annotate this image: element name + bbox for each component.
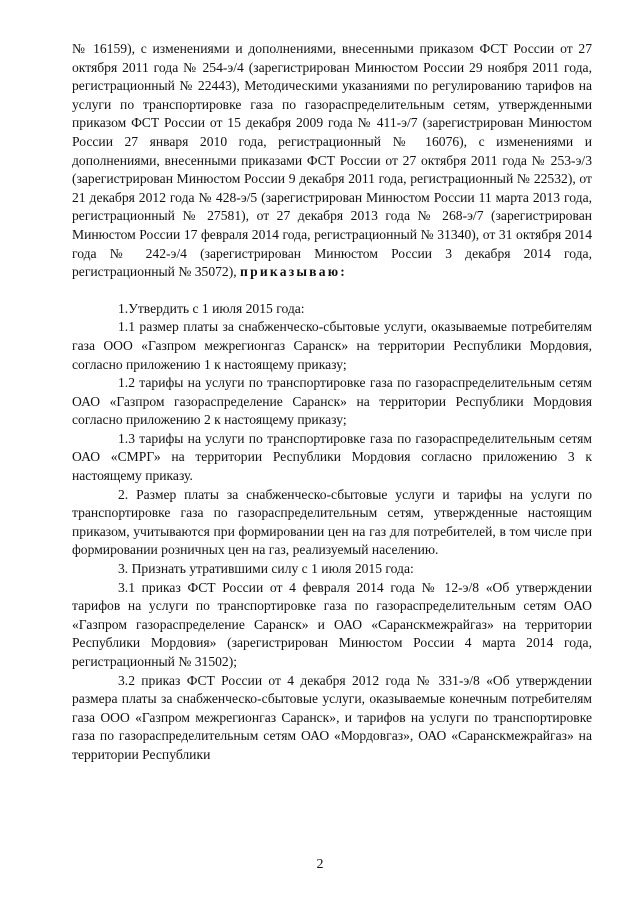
item-3: 3. Признать утратившими силу с 1 июля 2015 года: — [118, 561, 414, 577]
item-1-1: 1.1 размер платы за снабженческо-сбытовые услуги, оказываемые потребителям газа ООО «Газпром межрегионгаз Саранск» на территории Республики Мордовия, согласно приложению 1 к настоящему приказу; — [72, 319, 592, 372]
item-1-2: 1.2 тарифы на услуги по транспортировке газа по газораспределительным сетям ОАО «Газпром газораспределение Саранск» на территории Республики Мордовия согласно приложению 2 к настоящему приказу; — [72, 375, 592, 428]
order-word: приказываю: — [240, 264, 348, 280]
paragraph-gap — [72, 282, 592, 300]
page-number: 2 — [316, 857, 324, 872]
intro-paragraph — [72, 40, 592, 282]
intro-text: № 16159), с изменениями и дополнениями, внесенными приказом ФСТ России от 27 октября 2011 года № 254-э/4 (зарегистрирован Минюстом России 29 ноября 2011 года, регистрационный № 22443), Методическими указаниями по регулированию тарифов на услуги по транспортировке газа по газораспределительным сетям, утвержденными приказом ФСТ России от 15 декабря 2009 года № 411-э/7 (зарегистрирован Минюстом России 27 января 2010 года, регистрационный № 16076), с изменениями и дополнениями, внесенными приказами ФСТ России от 27 октября 2011 года № 253-э/3 (зарегистрирован Минюстом России 9 декабря 2011 года, регистрационный № 22532), от 21 декабря 2012 года № 428-э/5 (зарегистрирован Минюстом России 11 марта 2013 года, регистрационный № 27581), от 27 декабря 2013 года № 268-э/7 (зарегистрирован Минюстом России 17 февраля 2014 года, регистрационный № 31340), от 31 октября 2014 года № 242-э/4 (зарегистрирован Минюстом России 3 декабря 2014 года, регистрационный № 35072), — [72, 41, 592, 280]
item-3-2: 3.2 приказ ФСТ России от 4 декабря 2012 года № 331-э/8 «Об утверждении размера платы за снабженческо-сбытовые услуги, оказываемые конечным потребителям газа ООО «Газпром межрегионгаз Саранск», и тарифов на услуги по транспортировке газа по газораспределительным сетям ОАО «Мордовгаз», ОАО «Саранскмежрайгаз» на территории Республики — [72, 672, 592, 762]
item-1: 1.Утвердить с 1 июля 2015 года: — [118, 300, 305, 316]
item-3-1: 3.1 приказ ФСТ России от 4 февраля 2014 года № 12-э/8 «Об утверждении тарифов на услуги по транспортировке газа по газораспределительным сетям ОАО «Газпром газораспределение Саранск» и ОАО «Саранскмежрайгаз» на территории Республики Мордовия» (зарегистрирован Минюстом России 4 марта 2014 года, регистрационный № 31502); — [72, 579, 592, 669]
item-2: 2. Размер платы за снабженческо-сбытовые услуги и тарифы на услуги по транспортировке газа по газораспределительным сетям, утвержденные настоящим приказом, учитываются при формировании цен на газ для потребителей, в том числе при формировании розничных цен на газ, реализуемый населению. — [72, 486, 592, 558]
item-1-3: 1.3 тарифы на услуги по транспортировке газа по газораспределительным сетям ОАО «СМРГ» на территории Республики Мордовия согласно приложению 3 к настоящему приказу. — [72, 430, 592, 484]
document-page — [72, 40, 592, 765]
